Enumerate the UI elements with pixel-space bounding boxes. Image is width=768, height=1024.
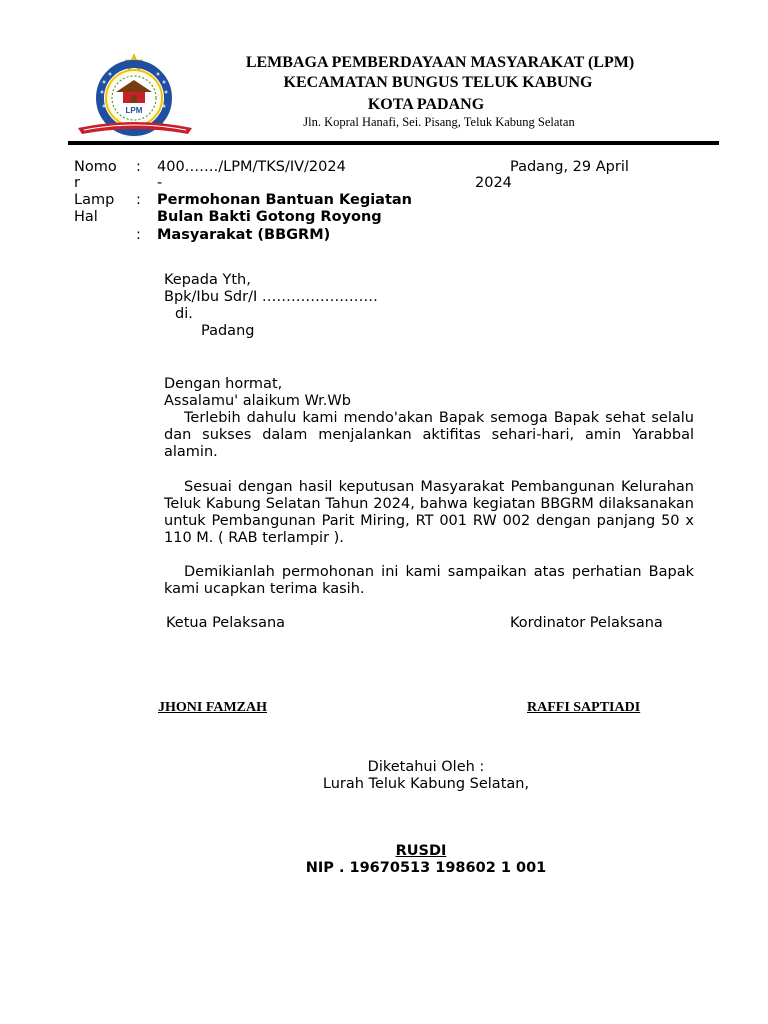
lamp-label: Lamp — [74, 192, 115, 208]
letterhead-subtitle: KECAMATAN BUNGUS TELUK KABUNG — [283, 74, 593, 91]
hal-label: Hal — [74, 209, 98, 225]
recipient-di: di. — [175, 306, 193, 322]
recipient-name: Bpk/Ibu Sdr/I …………………… — [164, 289, 378, 305]
svg-text:· · · · · · · ·: · · · · · · · · — [124, 134, 144, 139]
greeting-hormat: Dengan hormat, — [164, 376, 283, 392]
lurah-nip: NIP . 19670513 198602 1 001 — [305, 860, 547, 876]
nomor-colon: : — [136, 159, 141, 175]
signature-left-name: JHONI FAMZAH — [158, 700, 268, 715]
paragraph-decision: Sesuai dengan hasil keputusan Masyarakat Pembangunan Kelurahan Teluk Kabung Selatan Tahun 2024, bahwa kegiatan BBGRM dilaksanakan untuk Pembangunan Parit Miring, RT 001 RW 002 dengan panjang 50 x 110 M. ( RAB terlampir ). — [164, 479, 694, 546]
hal-value-2: Bulan Bakti Gotong Royong — [157, 209, 382, 225]
nomor-label-cont: r — [74, 175, 80, 191]
hal-value-3: Masyarakat (BBGRM) — [157, 227, 331, 243]
signature-left-title: Ketua Pelaksana — [166, 615, 286, 631]
hal-value-1: Permohonan Bantuan Kegiatan — [157, 192, 413, 208]
letterhead-city: KOTA PADANG — [367, 96, 485, 113]
signature-right-name: RAFFI SAPTIADI — [527, 700, 641, 715]
lpm-logo — [74, 52, 196, 140]
lurah-name: RUSDI — [395, 843, 447, 859]
nomor-dash: - — [157, 175, 163, 191]
nomor-label: Nomo — [74, 159, 117, 175]
known-by-label: Diketahui Oleh : — [367, 759, 485, 775]
nomor-value: 400……./LPM/TKS/IV/2024 — [157, 159, 346, 175]
paragraph-opening: Terlebih dahulu kami mendo'akan Bapak semoga Bapak sehat selalu dan sukses dalam menjalankan aktifitas sehari-hari, amin Yarabbal alamin. — [164, 410, 694, 460]
lamp-colon: : — [136, 192, 141, 208]
letterhead-address: Jln. Kopral Hanafi, Sei. Pisang, Teluk Kabung Selatan — [303, 115, 575, 129]
logo-lpm-text: LPM — [125, 106, 143, 115]
hal-colon: : — [136, 227, 141, 243]
lurah-title: Lurah Teluk Kabung Selatan, — [322, 776, 530, 792]
signature-right-title: Kordinator Pelaksana — [510, 615, 663, 631]
recipient-salutation: Kepada Yth, — [164, 272, 251, 288]
letter-date: Padang, 29 April — [510, 159, 629, 175]
greeting-salam: Assalamu' alaikum Wr.Wb — [164, 393, 351, 409]
letter-date-year: 2024 — [475, 175, 512, 191]
recipient-city: Padang — [201, 323, 255, 339]
header-divider-thick — [68, 141, 719, 145]
letterhead-title: LEMBAGA PEMBERDAYAAN MASYARAKAT (LPM) — [245, 54, 635, 71]
paragraph-closing: Demikianlah permohonan ini kami sampaikan atas perhatian Bapak kami ucapkan terima kasih. — [164, 564, 694, 597]
